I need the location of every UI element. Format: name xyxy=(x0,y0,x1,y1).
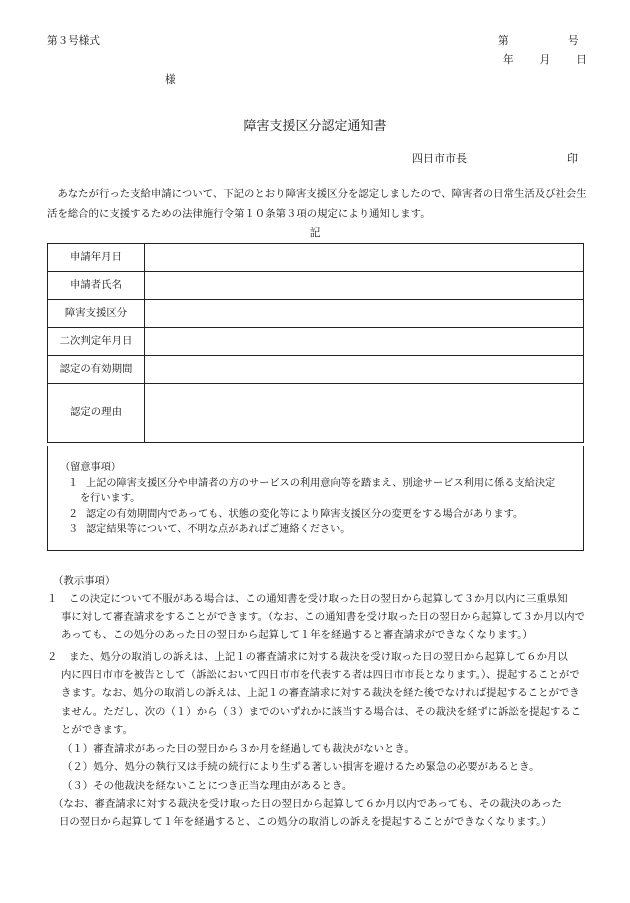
date-month: 月 xyxy=(539,54,551,66)
row-label: 障害支援区分 xyxy=(48,300,145,328)
recipient-honorific: 様 xyxy=(165,74,176,86)
teaching-note xyxy=(53,795,583,831)
teaching-title: （教示事項） xyxy=(53,575,116,587)
table-row xyxy=(48,272,584,300)
row-label: 申請年月日 xyxy=(48,244,145,272)
table-row xyxy=(48,244,584,272)
teaching-note-line: （なお、審査請求に対する裁決を受け取った日の翌日から起算して６か月以内であっても、その裁決のあった xyxy=(53,798,562,810)
table-row xyxy=(48,328,584,356)
teaching-note-line: 日の翌日から起算して１年を経過すると、この処分の取消しの訴えを提起することができなくなります。） xyxy=(59,816,552,829)
info-table xyxy=(47,243,584,443)
row-value[interactable] xyxy=(145,384,584,443)
row-value[interactable] xyxy=(145,328,584,356)
row-label: 二次判定年月日 xyxy=(48,328,145,356)
seal-mark: 印 xyxy=(567,152,578,165)
teaching-number: ２ xyxy=(47,651,58,663)
number-suffix: 号 xyxy=(568,35,579,47)
notice-number: ２ xyxy=(68,509,79,520)
row-value[interactable] xyxy=(145,272,584,300)
body-text: あなたが行った支給申請について、下記のとおり障害支援区分を認定しましたので、障害者の日常生活及び社会生活を総合的に支援するための法律施行令第１０条第３項の規定により通知します。 xyxy=(47,188,587,220)
notice-text-cont: を行います。 xyxy=(80,493,141,504)
teaching-subitem: （３）その他裁決を経ないことにつき正当な理由があるとき。 xyxy=(62,780,353,792)
notice-number: １ xyxy=(68,478,79,489)
notice-text: 認定結果等について、不明な点があればご連絡ください。 xyxy=(86,524,351,535)
teaching-subitem: （１）審査請求があった日の翌日から３か月を経過しても裁決がないとき。 xyxy=(62,743,415,755)
row-value[interactable] xyxy=(145,300,584,328)
notice-item xyxy=(68,507,574,522)
notice-title: （留意事項） xyxy=(60,462,122,473)
teaching-item xyxy=(47,590,587,645)
teaching-text-cont: 事に対して審査請求をすることができます。（なお、この通知書を受け取った日の翌日から起算して３か月以内であっても、この処分のあった日の翌日から起算して１年を経過すると審査請求ができなくなります。） xyxy=(61,611,585,642)
issuer: 四日市市長 xyxy=(412,152,467,165)
document-date xyxy=(503,53,587,69)
row-label: 認定の有効期間 xyxy=(48,356,145,384)
teaching-text: この決定について不服がある場合は、この通知書を受け取った日の翌日から起算して３か月以内に三重県知 xyxy=(69,593,568,605)
row-value[interactable] xyxy=(145,356,584,384)
date-day: 日 xyxy=(576,54,587,66)
document-title: 障害支援区分認定通知書 xyxy=(243,119,387,134)
row-label: 認定の理由 xyxy=(48,384,145,443)
teaching-text-cont: 内に四日市市を被告として（訴訟において四日市市を代表する者は四日市市長となります。）、提起することができます。なお、処分の取消しの訴えは、上記１の審査請求に対する裁決を経た後でなければ提起することができません。ただし、次の（１）から（３）までのいずれかに該当する場合は、その裁決を経ずに訴訟を提起することができます。 xyxy=(61,669,582,736)
notice-item xyxy=(68,476,574,506)
teaching-text: また、処分の取消しの訴えは、上記１の審査請求に対する裁決を受け取った日の翌日から起算して６か月以 xyxy=(69,651,568,663)
notice-box xyxy=(47,446,584,551)
row-label: 申請者氏名 xyxy=(48,272,145,300)
notice-text: 上記の障害支援区分や申請者の方のサービスの利用意向等を踏まえ、別途サービス利用に係る支給決定 xyxy=(86,478,556,489)
table-row xyxy=(48,356,584,384)
teaching-number: １ xyxy=(47,593,58,605)
document-number xyxy=(498,34,579,50)
table-row xyxy=(48,300,584,328)
notice-text: 認定の有効期間内であっても、状態の変化等により障害支援区分の変更をする場合があります。 xyxy=(86,509,524,520)
ki-label: 記 xyxy=(309,227,321,239)
teaching-subitem: （２）処分、処分の執行又は手続の続行により生ずる著しい損害を避けるため緊急の必要があるとき。 xyxy=(62,761,540,773)
table-row xyxy=(48,384,584,443)
notice-item xyxy=(68,522,574,537)
number-prefix: 第 xyxy=(498,35,509,47)
date-year: 年 xyxy=(503,54,514,66)
form-number: 第３号様式 xyxy=(47,35,100,47)
teaching-item xyxy=(47,648,587,739)
notice-number: ３ xyxy=(68,524,79,535)
row-value[interactable] xyxy=(145,244,584,272)
